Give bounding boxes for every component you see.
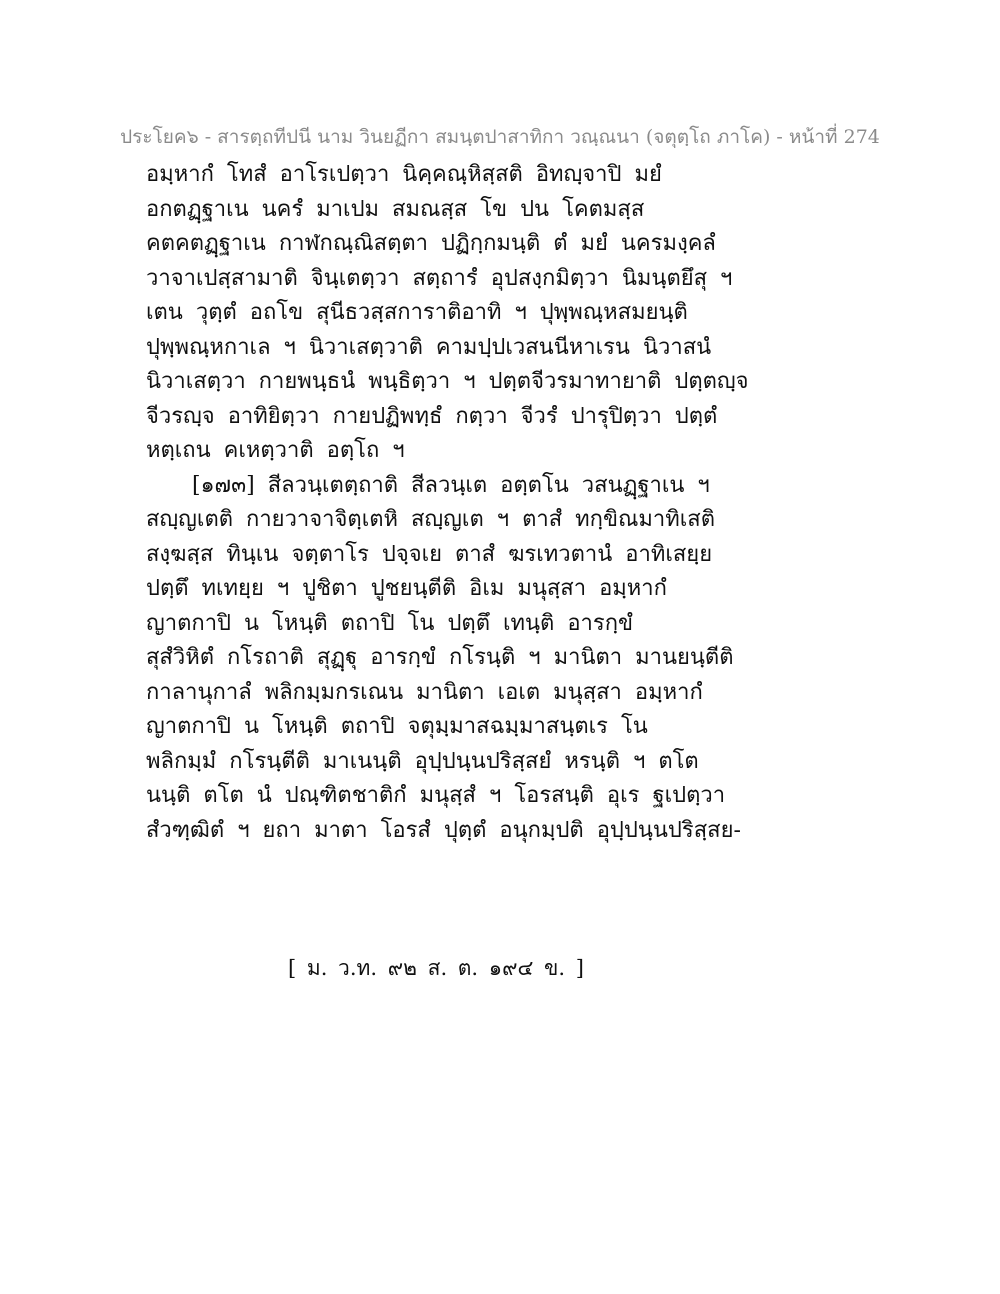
text-line: ปตฺตึ ทเทยฺย ฯ ปูชิตา ปูชยนฺตีติ อิเม มนุสฺสา อมฺหากํ — [146, 576, 667, 601]
text-line: สงฺฆสฺส ทินฺเน จตฺตาโร ปจฺจเย ตาสํ ฆรเทวตานํ อาทิเสยฺย — [146, 541, 713, 567]
text-line: วาจาเปสฺสามาติ จินฺเตตฺวา สตฺถารํ อุปสงฺกมิตฺวา นิมนฺตยึสุ ฯ — [146, 265, 733, 291]
footnote-reference: [ ม. ว.ท. ๙๒ ส. ต. ๑๙๔ ข. ] — [288, 956, 584, 980]
body-text — [146, 158, 866, 848]
text-line: สญฺญเตติ กายวาจาจิตฺเตหิ สญฺญเต ฯ ตาสํ ทกฺขิณมาทิเสติ — [146, 507, 715, 532]
text-line: อมฺหากํ โทสํ อาโรเปตฺวา นิคฺคณฺหิสฺสติ อิทญฺจาปิ มยํ — [146, 162, 662, 187]
text-line: ปุพฺพณฺหกาเล ฯ นิวาเสตฺวาติ คามปฺปเวสนนีหาเรน นิวาสนํ — [146, 334, 712, 360]
text-line: จีวรญฺจ อาทิยิตฺวา กายปฏิพทฺธํ กตฺวา จีวรํ ปารุปิตฺวา ปตฺตํ — [146, 403, 718, 429]
text-line: นนฺติ ตโต นํ ปณฺฑิตชาติกํ มนุสฺสํ ฯ โอรสนฺติ อุเร ฐเปตฺวา — [146, 783, 726, 808]
text-line: พลิกมฺมํ กโรนฺตีติ มาเนนฺติ อุปฺปนฺนปริสฺสยํ หรนฺติ ฯ ตโต — [146, 748, 699, 774]
text-line: สุสํวิหิตํ กโรถาติ สุฏฺฐุ อารกฺขํ กโรนฺติ ฯ มานิตา มานยนฺตีติ — [146, 645, 734, 670]
paragraph-start-line: [๑๗๓] สีลวนฺเตตฺถาติ สีลวนฺเต อตฺตโน วสนฏฺฐาเน ฯ — [192, 472, 710, 498]
text-line: เตน วุตฺตํ อถโข สุนีธวสฺสการาติอาทิ ฯ ปุพฺพณฺหสมยนฺติ — [146, 300, 688, 325]
text-line: กาลานุกาลํ พลิกมฺมกรเณน มานิตา เอเต มนุสฺสา อมฺหากํ — [146, 679, 703, 705]
running-header: ประโยค๖ - สารตฺถทีปนี นาม วินยฏีกา สมนฺตปาสาทิกา วณฺณนา (จตุตฺโถ ภาโค) - หน้าที่ 274 — [120, 126, 880, 148]
text-line: นิวาเสตฺวา กายพนฺธนํ พนฺธิตฺวา ฯ ปตฺตจีวรมาทายาติ ปตฺตญฺจ — [146, 369, 749, 394]
text-line: อกตฏฺฐาเน นครํ มาเปม สมณสฺส โข ปน โคตมสฺส — [146, 196, 645, 222]
text-line: หตฺเถน คเหตฺวาติ อตฺโถ ฯ — [146, 438, 405, 463]
text-line: ญาตกาปิ น โหนฺติ ตถาปิ โน ปตฺตึ เทนฺติ อารกฺขํ — [146, 610, 634, 636]
text-line: สํวฑฺฒิตํ ฯ ยถา มาตา โอรสํ ปุตฺตํ อนุกมฺปติ อุปฺปนฺนปริสฺสย- — [146, 817, 741, 843]
text-line: ญาตกาปิ น โหนฺติ ตถาปิ จตุมฺมาสฉมฺมาสนฺตเร โน — [146, 714, 648, 739]
text-line: คตคตฏฺฐาเน กาฬกณฺณิสตฺตา ปฏิกฺกมนฺติ ตํ มยํ นครมงฺคลํ — [146, 231, 716, 256]
